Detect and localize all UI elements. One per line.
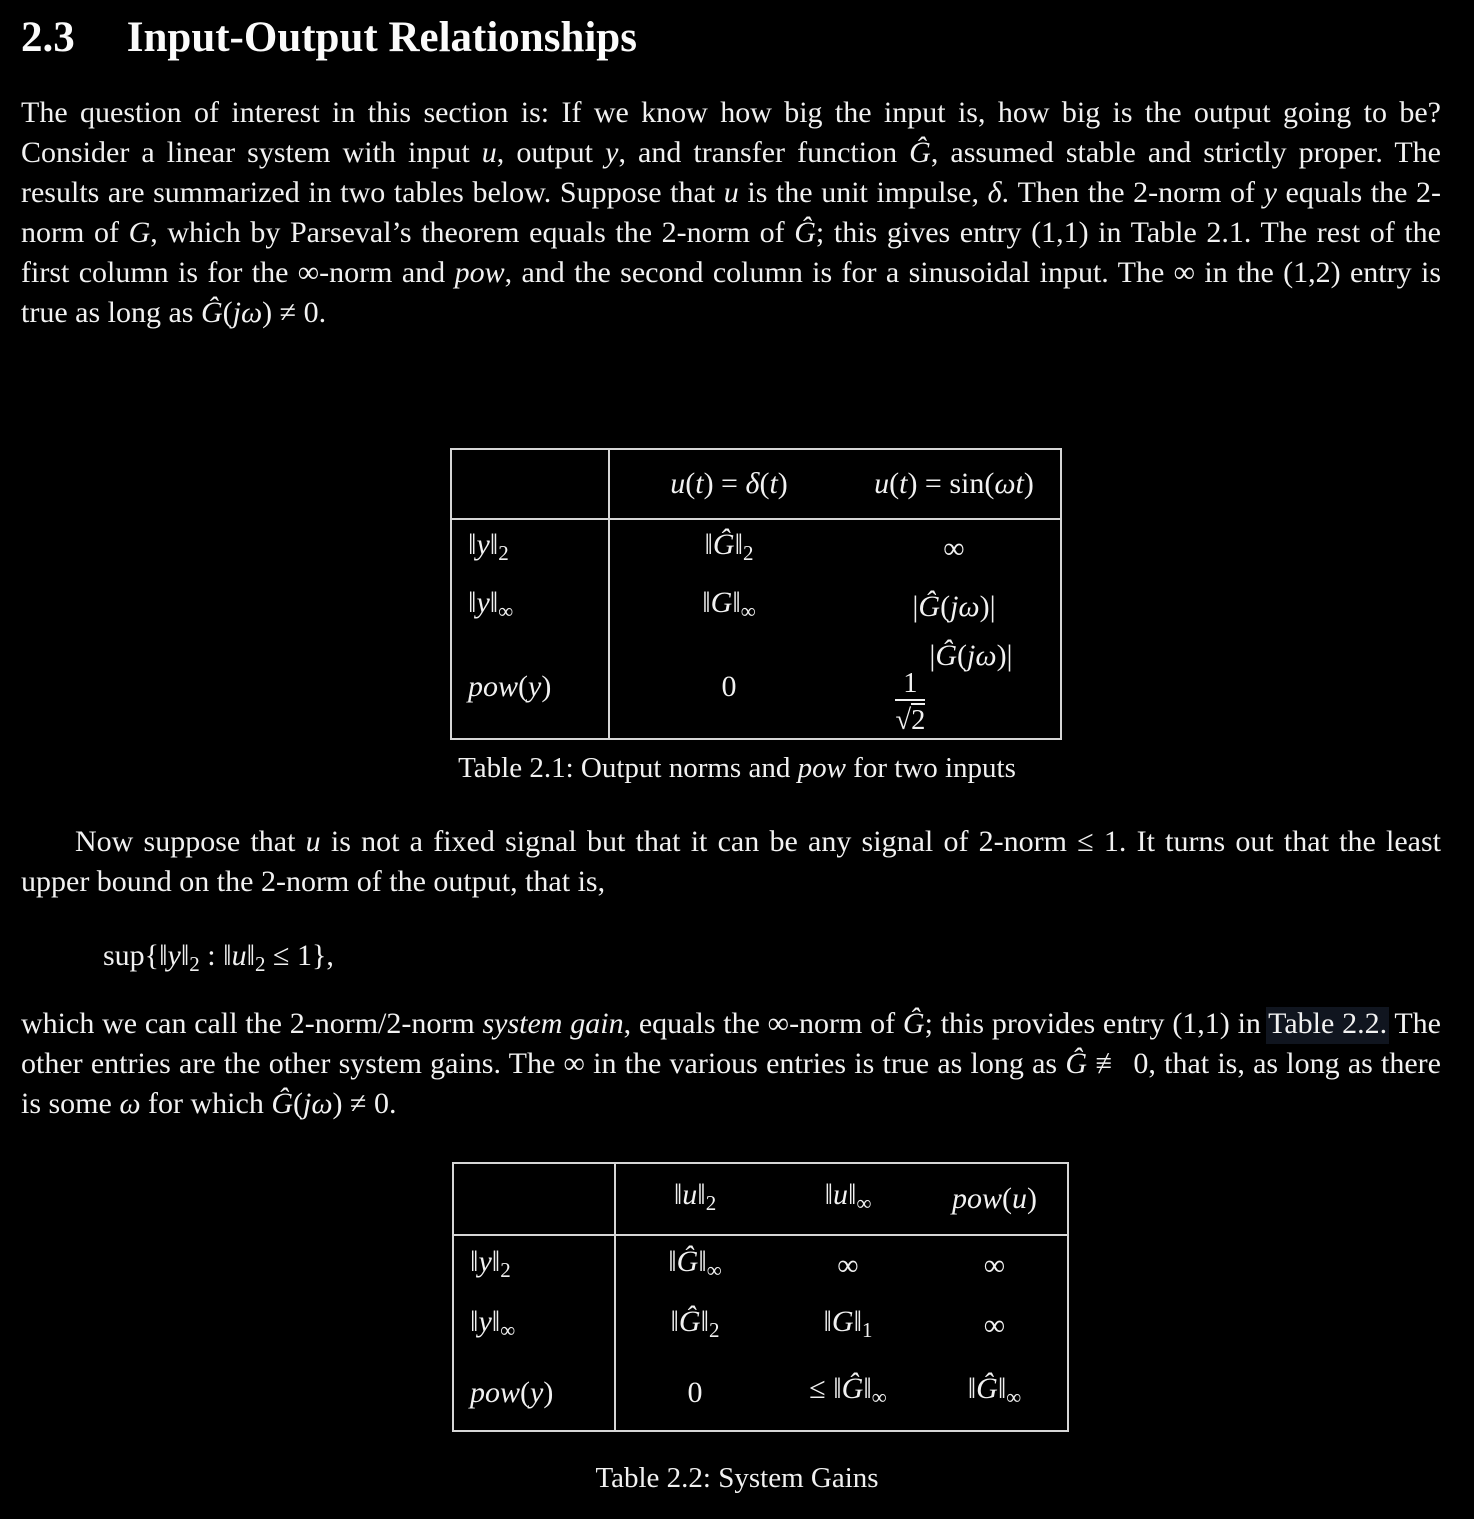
table-2-1-header-delta [609,449,848,519]
text-run: ‖ [702,586,711,620]
text-run: The other entries are the other system gains. The ∞ in the various entries is true as long as [21,1007,1441,1080]
table-2-1-caption [0,748,1474,788]
text-run: t [899,467,908,500]
text-run: ( [520,1376,531,1409]
text-run: u [723,176,739,209]
fraction-denominator [895,699,925,738]
text-run: The question of interest in this section is: If we know how big the input is, how big is the output going to be? Consider a linear system with input [21,96,1441,169]
text-run: ≤ ‖ [809,1372,842,1406]
text-run: ∞ [740,598,756,623]
table-2-2-cell-y2-uinf [774,1235,922,1296]
text-run: y [478,1305,492,1339]
text-run: system gain [482,1007,624,1040]
text-run: pow [797,752,846,784]
text-run: ) [1023,467,1034,500]
text-run: u [1012,1182,1027,1215]
text-run: ) ≠ 0. [332,1087,397,1120]
text-run: ω [119,1087,141,1120]
text-run: ( [940,590,951,623]
text-run: ) = [703,467,746,500]
text-run: 1 [862,1317,873,1342]
text-run: ∞ [837,1249,859,1282]
text-run: G [128,216,151,249]
text-run: δ [987,176,1002,209]
text-run: ) [541,669,552,703]
table-2-2-header-uinf [774,1163,922,1235]
text-run: Ĝ [1065,1047,1087,1080]
paragraph-2 [21,822,1441,902]
section-number: 2.3 [21,14,75,61]
text-run: y [605,136,619,169]
text-run: ‖ [159,939,168,972]
text-run: Ĝ [794,216,816,249]
text-run: ( [759,467,770,500]
text-run: ‖ [863,1372,872,1406]
text-run: jω [967,639,997,672]
text-run: ∞ [856,1190,872,1215]
text-run: Ĝ [200,296,223,329]
text-run: , equals the ∞-norm of [623,1007,903,1040]
paragraph-1 [21,93,1441,333]
table-2-2-cell-pow-uinf [774,1356,922,1431]
text-run: u [305,825,321,858]
table-2-2-header-powu [922,1163,1068,1235]
radical-argument: 2 [911,704,926,736]
text-run: equals the 2-norm of [21,176,1442,249]
text-run: : [199,939,224,972]
text-run: y [167,939,181,972]
table-2-1-cell-y2-sin [848,519,1061,578]
fraction-one-over-sqrt2 [895,669,925,738]
table-2-2-cell-yinf-uinf [774,1296,922,1356]
text-run: ( [293,1087,303,1120]
text-run: Ĝ [678,1305,701,1339]
text-run: Ĝ [902,1007,925,1040]
text-run: Table 2.2: System Gains [595,1462,879,1494]
text-run: Table 2.1: Output norms and [458,752,798,784]
table-2-2-link[interactable]: Table 2.2. [1268,1007,1388,1040]
text-run: ‖ [697,1178,706,1212]
text-run: | [929,639,936,672]
text-run: ‖ [823,1305,832,1339]
text-run: 2 [743,540,754,565]
text-run: ) ≠ 0. [262,296,327,329]
table-2-1-label-pow [451,636,609,739]
text-run: ∞ [500,1317,516,1342]
text-run: . Then the 2-norm of [1001,176,1264,209]
table-2-2-header-u2 [615,1163,774,1235]
text-run: u [682,1178,698,1212]
text-run: pow [468,669,519,703]
text-run: Ĝ [712,528,735,562]
text-run: pow [951,1182,1002,1215]
text-run: Ĝ [935,639,958,672]
text-run: ; this gives entry (1,1) in Table 2.1. The rest of the first column is for the ∞-norm and [21,216,1441,289]
text-run: ‖ [732,586,741,620]
text-run: G [710,586,733,620]
text-run: u [481,136,497,169]
text-run: ‖ [491,1245,501,1279]
table-2-2-cell-yinf-powu [922,1296,1068,1356]
text-run: )| [996,639,1013,672]
table-2-2-header-row [453,1163,1068,1235]
text-run: ∞ [983,1249,1006,1282]
text-run: 2 [498,540,509,565]
text-run: pow [454,256,505,289]
text-run: ( [518,669,529,703]
text-run: 2 [500,1257,511,1282]
text-run: is not a fixed signal but that it can be any signal of 2-norm ≤ 1. It turns out that the least upper bound on the 2-norm of the output, that is, [21,825,1441,898]
text-run: y [530,1376,544,1409]
text-run: ) [1027,1182,1037,1215]
text-run: Ĝ [918,590,941,623]
text-run: , and the second column is for a sinusoidal input. The ∞ in the (1,2) entry is true as long as [21,256,1441,329]
text-run: ωt [994,467,1024,500]
text-run: Ĝ [976,1372,998,1406]
table-2-1-cell-y2-delta [609,519,848,578]
text-run: ‖ [673,1178,683,1212]
text-run: u [833,1178,848,1212]
table-row [453,1356,1068,1431]
text-run: pow [470,1376,521,1409]
text-run: sup{ [103,939,160,972]
text-run: t [769,467,778,500]
table-row [453,1296,1068,1356]
table-2-2-cell-y2-u2 [615,1235,774,1296]
text-run: δ [745,467,760,500]
text-run: ‖ [848,1178,857,1212]
text-run: ‖ [468,528,477,562]
text-run: u [670,467,686,500]
text-run: ( [222,296,233,329]
table-row [453,1235,1068,1296]
table-2-1-header-row [451,449,1061,519]
text-run: ‖ [700,1305,710,1339]
text-run: ‖ [668,1245,677,1279]
fraction-multiplier [929,639,1012,672]
section-title: Input-Output Relationships [126,14,637,61]
text-run: , assumed stable and strictly proper. The results are summarized in two tables below. Suppose that [21,136,1441,209]
table-2-2-cell-pow-u2 [615,1356,774,1431]
text-run: Now suppose that [75,825,306,858]
text-run: Ĝ [676,1245,699,1279]
table-2-1-cell-pow-sin [848,636,1061,739]
display-formula-sup [103,936,334,984]
table-2-1 [450,448,1062,740]
table-2-2-cell-pow-powu [922,1356,1068,1431]
text-run: ∞ [983,1309,1006,1342]
text-run: | [912,590,919,623]
text-run: ‖ [967,1372,977,1406]
text-run: y [1263,176,1277,209]
text-run: ‖ [470,1245,479,1279]
table-row [451,519,1061,578]
table-2-2-label-y2 [453,1235,615,1296]
text-run: ‖ [489,528,499,562]
text-run: ( [889,467,900,500]
table-2-2-cell-yinf-u2 [615,1296,774,1356]
table-2-2-label-pow [453,1356,615,1431]
table-2-1-cell-yinf-sin [848,578,1061,636]
text-run: Ĝ [909,136,931,169]
table-2-2-label-yinf [453,1296,615,1356]
text-run: ‖ [704,528,713,562]
table-2-1-cell-pow-delta [609,636,848,739]
text-run: ( [1002,1182,1012,1215]
text-run: G [831,1305,854,1339]
text-run: for which [140,1087,272,1120]
text-run: ‖ [468,586,477,620]
table-2-1-label-y2 [451,519,609,578]
text-run: ∞ [706,1257,722,1282]
text-run: ‖ [223,939,232,972]
text-run: ∞ [1006,1384,1022,1409]
text-run: which we can call the 2-norm/2-norm [21,1007,483,1040]
text-run: ‖ [246,939,255,972]
text-run: ∞ [871,1384,887,1409]
text-run: ‖ [470,1305,479,1339]
section-heading [21,14,637,62]
text-run: 2 [709,1317,720,1342]
text-run: ‖ [670,1305,679,1339]
table-2-1-cell-yinf-delta [609,578,848,636]
text-run: , output [496,136,606,169]
text-run: is the unit impulse, [738,176,988,209]
table-2-1-corner-cell [451,449,609,519]
text-run: t [695,467,704,500]
text-run: ‖ [489,586,499,620]
text-run: ; this provides entry (1,1) in [924,1007,1269,1040]
text-run: Ĝ [841,1372,864,1406]
table-2-2-caption [0,1458,1474,1498]
text-run: ‖ [734,528,744,562]
text-run: ≢ 0, that is, as long as there is some [21,1047,1441,1120]
text-run: 2 [189,951,200,976]
text-run: 0 [687,1376,703,1409]
text-run: ∞ [943,532,965,565]
text-run: ‖ [824,1178,833,1212]
text-run: ‖ [491,1305,501,1339]
text-run: y [528,669,542,703]
fraction-numerator: 1 [903,668,918,700]
text-run: ‖ [997,1372,1007,1406]
table-2-1-label-yinf [451,578,609,636]
text-run: for two inputs [845,752,1016,784]
text-run: ∞ [498,598,514,623]
table-2-2 [452,1162,1069,1432]
text-run: ≤ 1}, [265,939,334,972]
text-run: ) [777,467,788,500]
text-run: , which by Parseval’s theorem equals the 2-norm of [150,216,795,249]
text-run: 2 [705,1190,717,1215]
text-run: y [478,1245,492,1279]
table-2-1-header-sin [848,449,1061,519]
text-run: jω [303,1087,333,1120]
text-run: ) [543,1376,554,1409]
paragraph-3 [21,1004,1441,1124]
table-2-2-cell-y2-powu [922,1235,1068,1296]
text-run: y [476,586,490,620]
text-run: u [874,467,890,500]
text-run: y [476,528,490,562]
text-run: u [231,939,247,972]
text-run: ) = sin( [907,467,995,500]
text-run: 0 [721,669,737,703]
text-run: ‖ [698,1245,707,1279]
text-run: jω [950,590,980,623]
text-run: ‖ [180,939,190,972]
text-run: 2 [255,951,266,976]
text-run: jω [232,296,263,329]
radical-icon: √ [895,704,912,736]
table-row [451,636,1061,739]
text-run: , and transfer function [618,136,910,169]
text-run: ‖ [853,1305,863,1339]
table-row [451,578,1061,636]
text-run: ( [957,639,968,672]
text-run: ( [685,467,696,500]
text-run: Ĝ [271,1087,293,1120]
text-run: )| [979,590,996,623]
table-2-2-corner-cell [453,1163,615,1235]
